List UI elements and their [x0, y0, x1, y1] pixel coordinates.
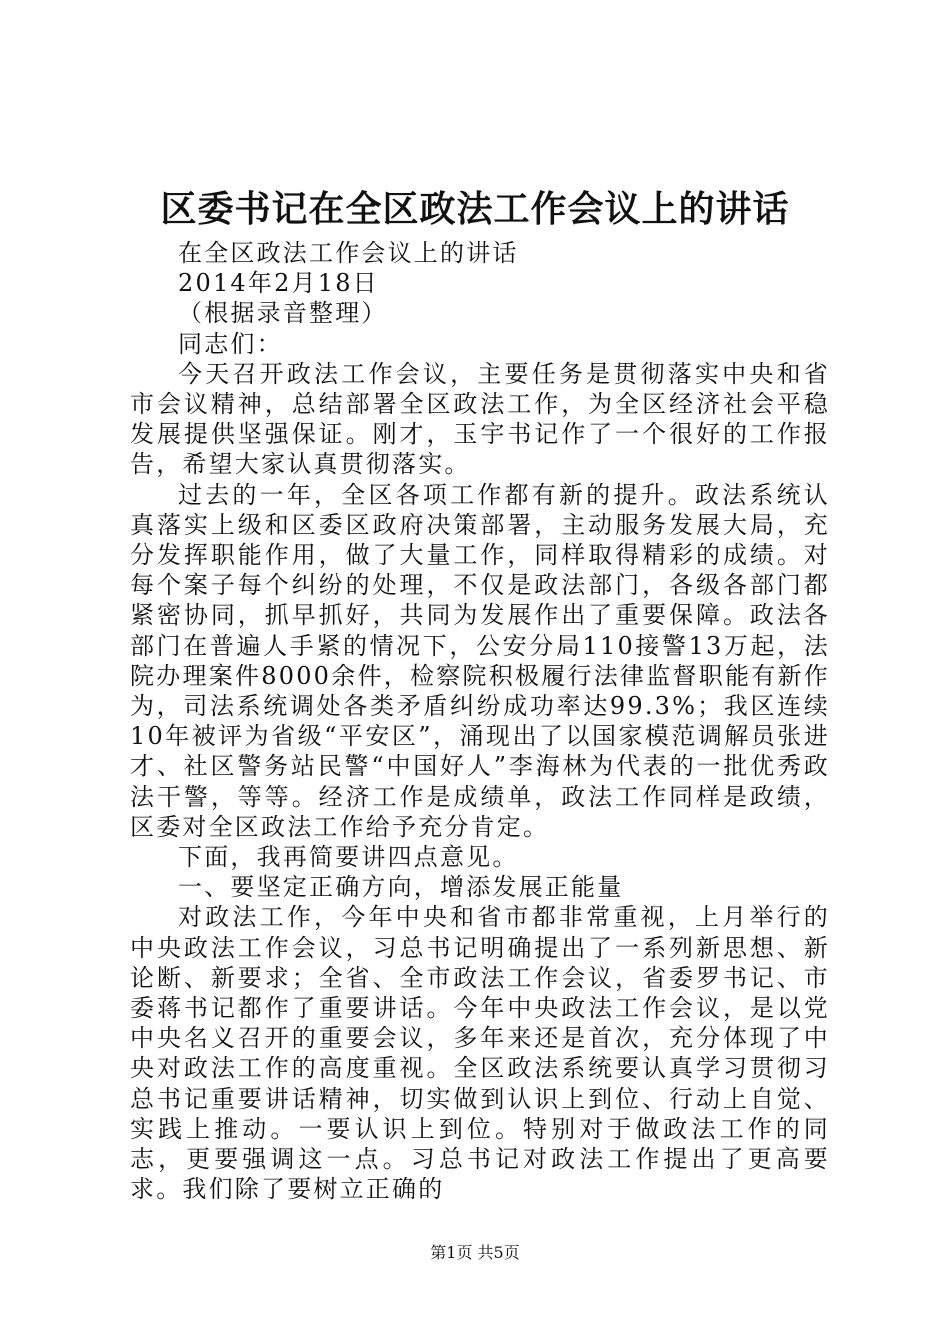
paragraph: 下面，我再简要讲四点意见。 [178, 843, 519, 872]
recording-note: （根据录音整理） [178, 299, 388, 328]
page-number: 第1页 共5页 [430, 1243, 520, 1262]
document-title: 区委书记在全区政法工作会议上的讲话 [160, 188, 790, 230]
document-body [130, 238, 830, 1205]
paragraph: 对政法工作，今年中央和省市都非常重视，上月举行的中央政法工作会议，习总书记明确提出了一系列新思想、新论断、新要求；全省、全市政法工作会议，省委罗书记、市委蒋书记都作了重要讲话。今年中央政法工作会议，是以党中央名义召开的重要会议，多年来还是首次，充分体现了中央对政法工作的高度重视。全区政法系统要认真学习贯彻习总书记重要讲话精神，切实做到认识上到位、行动上自觉、实践上推动。一要认识上到位。特别对于做政法工作的同志，更要强调这一点。习总书记对政法工作提出了更高要求。我们除了要树立正确的 [130, 903, 830, 1204]
paragraph: 过去的一年，全区各项工作都有新的提升。政法系统认真落实上级和区委区政府决策部署，主动服务发展大局，充分发挥职能作用，做了大量工作，同样取得精彩的成绩。对每个案子每个纠纷的处理，不仅是政法部门，各级各部门都紧密协同，抓早抓好，共同为发展作出了重要保障。政法各部门在普遍人手紧的情况下，公安分局110接警13万起，法院办理案件8000余件，检察院积极履行法律监督职能有新作为，司法系统调处各类矛盾纠纷成功率达99.3%；我区连续10年被评为省级“平安区”，涌现出了以国家模范调解员张进才、社区警务站民警“中国好人”李海林为代表的一批优秀政法干警，等等。经济工作是成绩单，政法工作同样是政绩，区委对全区政法工作给予充分肯定。 [130, 480, 830, 841]
section-heading: 一、要坚定正确方向，增添发展正能量 [178, 873, 624, 902]
salutation: 同志们： [178, 329, 283, 358]
paragraph: 今天召开政法工作会议，主要任务是贯彻落实中央和省市会议精神，总结部署全区政法工作，为全区经济社会平稳发展提供坚强保证。刚才，玉宇书记作了一个很好的工作报告，希望大家认真贯彻落实。 [130, 359, 830, 479]
speech-subtitle: 在全区政法工作会议上的讲话 [178, 239, 519, 267]
speech-date: 2014年2月18日 [178, 269, 379, 298]
